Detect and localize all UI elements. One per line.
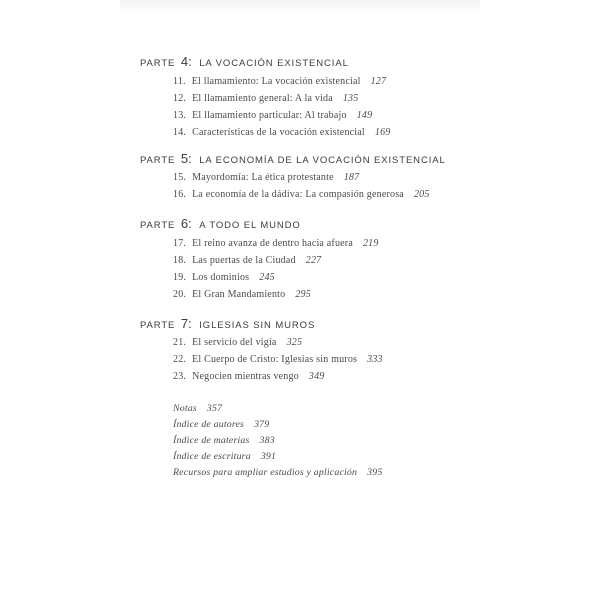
chapter-title: Características de la vocación existencial [192, 127, 365, 138]
toc-entry[interactable] [173, 371, 325, 382]
part-heading [140, 216, 301, 231]
chapter-title: Negocien mientras vengo [192, 371, 299, 382]
chapter-title: Las puertas de la Ciudad [192, 255, 296, 266]
chapter-number: 18. [173, 255, 187, 266]
back-matter-title: Índice de autores [173, 419, 245, 430]
part-heading [140, 54, 349, 69]
page-number: 127 [370, 76, 387, 87]
page-number: 357 [206, 403, 223, 414]
toc-entry[interactable] [173, 93, 358, 104]
back-matter-entry[interactable] [173, 467, 382, 478]
chapter-number: 17. [173, 238, 187, 249]
chapter-number: 12. [173, 93, 187, 104]
chapter-number: 13. [173, 110, 187, 121]
page-number: 383 [259, 435, 275, 446]
chapter-title: El Cuerpo de Cristo: Iglesias sin muros [192, 354, 358, 365]
part-title: LA ECONOMÍA DE LA VOCACIÓN EXISTENCIAL [199, 155, 446, 166]
back-matter-entry[interactable] [173, 435, 275, 446]
back-matter-title: Índice de materias [173, 435, 250, 446]
page-number: 379 [254, 419, 270, 430]
chapter-title: El llamamiento particular: Al trabajo [192, 110, 347, 121]
page-number: 325 [286, 337, 303, 348]
chapter-number: 19. [173, 272, 187, 283]
chapter-title: El reino avanza de dentro hacia afuera [192, 238, 353, 249]
toc-entry[interactable] [173, 172, 359, 183]
back-matter-entry[interactable] [173, 451, 276, 462]
chapter-number: 16. [173, 189, 187, 200]
part-label: PARTE [140, 155, 176, 166]
page-number: 219 [362, 238, 379, 249]
chapter-title: El llamamiento general: A la vida [192, 93, 333, 104]
back-matter-entry[interactable] [173, 419, 269, 430]
part-number: 7: [180, 316, 192, 331]
part-number: 5: [180, 151, 192, 166]
part-title: IGLESIAS SIN MUROS [199, 320, 316, 331]
chapter-title: Mayordomía: La ética protestante [192, 172, 334, 183]
back-matter-title: Índice de escritura [173, 451, 251, 462]
chapter-title: Los dominios [192, 272, 250, 283]
back-matter-title: Notas [173, 403, 197, 414]
part-heading [140, 316, 315, 331]
page-number: 391 [260, 451, 277, 462]
toc-entry[interactable] [173, 127, 390, 138]
toc-entry[interactable] [173, 76, 386, 87]
chapter-number: 22. [173, 354, 187, 365]
page-number: 205 [413, 189, 430, 200]
chapter-number: 14. [173, 127, 187, 138]
page-number: 227 [305, 255, 322, 266]
page-number: 395 [367, 467, 383, 478]
part-label: PARTE [140, 220, 176, 231]
part-number: 4: [180, 54, 192, 69]
part-heading [140, 151, 446, 166]
chapter-title: El servicio del vigía [192, 337, 277, 348]
toc-entry[interactable] [173, 189, 430, 200]
toc-entry[interactable] [173, 238, 379, 249]
page-number: 149 [356, 110, 373, 121]
chapter-number: 15. [173, 172, 187, 183]
chapter-title: La economía de la dádiva: La compasión generosa [192, 189, 404, 200]
part-title: A TODO EL MUNDO [199, 220, 301, 231]
page-number: 295 [295, 289, 311, 300]
page-number: 333 [367, 354, 383, 365]
page-number: 349 [308, 371, 325, 382]
part-label: PARTE [140, 58, 176, 69]
chapter-title: El llamamiento: La vocación existencial [191, 76, 361, 87]
page-number: 187 [343, 172, 360, 183]
part-label: PARTE [140, 320, 176, 331]
chapter-title: El Gran Mandamiento [192, 289, 286, 300]
toc-entry[interactable] [173, 354, 383, 365]
toc-entry[interactable] [173, 255, 321, 266]
toc-entry[interactable] [173, 289, 311, 300]
page-number: 169 [374, 127, 391, 138]
page-number: 135 [342, 93, 359, 104]
part-number: 6: [180, 216, 192, 231]
toc-entry[interactable] [173, 272, 275, 283]
chapter-number: 21. [173, 337, 187, 348]
chapter-number: 11. [173, 76, 186, 87]
toc-entry[interactable] [173, 110, 372, 121]
chapter-number: 23. [173, 371, 187, 382]
part-title: LA VOCACIÓN EXISTENCIAL [199, 58, 349, 69]
chapter-number: 20. [173, 289, 187, 300]
toc-entry[interactable] [173, 337, 302, 348]
back-matter-title: Recursos para ampliar estudios y aplicación [173, 467, 358, 478]
back-matter-entry[interactable] [173, 403, 222, 414]
page-number: 245 [259, 272, 275, 283]
